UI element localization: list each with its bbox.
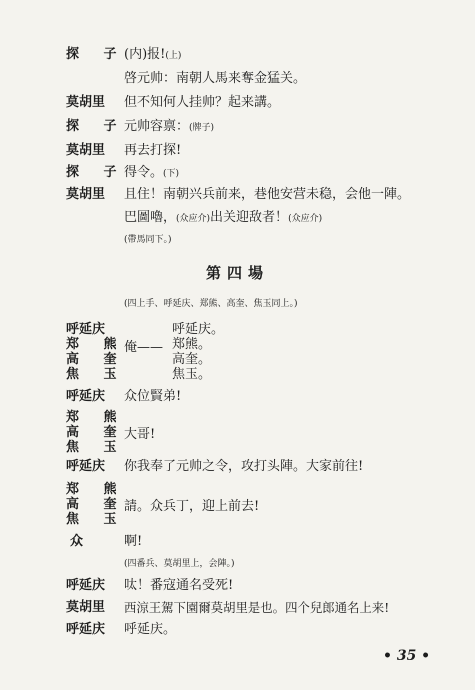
dialogue-text: 且住！南朝兴兵前来，巷他安营未稳，会他一陣。 xyxy=(124,187,411,202)
speaker-name: 呼延庆 xyxy=(66,322,106,337)
dialogue-text: 再去打探! xyxy=(124,143,182,158)
stage-direction: (四番兵、莫胡里上，会陣。) xyxy=(124,559,235,569)
dialogue-text: 大哥! xyxy=(124,427,156,442)
speaker-name: 呼延庆 xyxy=(66,389,106,404)
dialogue-text: 众位賢弟! xyxy=(124,389,182,404)
stage-direction: (帶馬同下。) xyxy=(124,235,172,245)
speaker-name: 莫胡里 xyxy=(66,143,106,158)
speaker-group xyxy=(66,482,127,527)
roster-prefix: 俺—— xyxy=(124,340,164,355)
dialogue-line xyxy=(0,576,475,596)
roster-name: 高奎。 xyxy=(172,352,212,367)
dialogue-text: 呔！番寇通名受死! xyxy=(124,578,234,593)
speaker-name: 郑 熊 xyxy=(66,337,127,352)
dialogue-line xyxy=(0,69,475,89)
speaker-name: 焦 玉 xyxy=(66,440,127,455)
roster-name: 呼延庆。 xyxy=(172,322,225,337)
speaker-name: 焦 玉 xyxy=(66,512,127,527)
speaker-name: 探 子 xyxy=(66,119,127,134)
page-number: • 35 • xyxy=(383,648,431,664)
speaker-name: 高 奎 xyxy=(66,425,127,440)
speaker-name: 莫胡里 xyxy=(66,600,106,615)
dialogue-line xyxy=(0,93,475,113)
dialogue-text: 請。众兵丁，迎上前去! xyxy=(124,499,260,514)
speaker-name: 高 奎 xyxy=(66,497,127,512)
stage-note: (下) xyxy=(163,169,180,179)
stage-note: (上) xyxy=(165,51,182,61)
dialogue-line xyxy=(0,208,475,228)
speaker-group xyxy=(66,322,127,382)
stage-note: (牌子) xyxy=(189,123,215,133)
dialogue-line xyxy=(0,598,475,618)
scene-title: 第四場 xyxy=(205,264,269,282)
speaker-name: 高 奎 xyxy=(66,352,127,367)
dialogue-text: 巴圖嚕， xyxy=(124,210,177,225)
roster-names xyxy=(172,322,224,382)
dialogue-line xyxy=(0,457,475,477)
dialogue-text: 你我奉了元帅之令，攻打头陣。大家前往! xyxy=(124,459,364,474)
dialogue-line xyxy=(0,45,475,65)
dialogue-text: (内)报! xyxy=(124,47,166,62)
dialogue-text: 但不知何人挂帅？起来講。 xyxy=(124,95,281,110)
speaker-name: 呼延庆 xyxy=(66,578,106,593)
speaker-name: 呼延庆 xyxy=(66,622,106,637)
stage-note: (众应介) xyxy=(176,214,211,224)
dialogue-text: 得令。 xyxy=(124,165,164,180)
speaker-name: 探 子 xyxy=(66,165,127,180)
dialogue-line xyxy=(0,163,475,183)
dialogue-line xyxy=(0,141,475,161)
roster-name: 焦玉。 xyxy=(172,367,212,382)
dialogue-line xyxy=(0,532,475,552)
speaker-name: 莫胡里 xyxy=(66,187,106,202)
stage-note: (众应介) xyxy=(288,214,323,224)
speaker-group xyxy=(66,410,127,455)
speaker-name: 探 子 xyxy=(66,47,127,62)
speaker-name: 莫胡里 xyxy=(66,95,106,110)
stage-direction: (四上手、呼延庆、郑熊、高奎、焦玉同上。) xyxy=(124,299,298,309)
dialogue-line xyxy=(0,620,475,640)
dialogue-line xyxy=(0,387,475,407)
speaker-name: 众 xyxy=(70,534,84,549)
speaker-name: 呼延庆 xyxy=(66,459,106,474)
dialogue-line xyxy=(0,185,475,205)
dialogue-text: 西涼王駕下園爾莫胡里是也。四个兒郎通名上来! xyxy=(124,600,390,615)
dialogue-text: 啓元帅：南朝人馬来奪金猛关。 xyxy=(124,71,307,86)
roster-name: 郑熊。 xyxy=(172,337,212,352)
dialogue-text: 呼延庆。 xyxy=(124,622,177,637)
dialogue-text: 出关迎敌者！ xyxy=(210,210,289,225)
dialogue-text: 啊! xyxy=(124,534,143,549)
speaker-name: 郑 熊 xyxy=(66,410,127,425)
dialogue-line xyxy=(0,117,475,137)
speaker-name: 焦 玉 xyxy=(66,367,127,382)
dialogue-text: 元帅容禀： xyxy=(124,119,190,134)
speaker-name: 郑 熊 xyxy=(66,482,127,497)
